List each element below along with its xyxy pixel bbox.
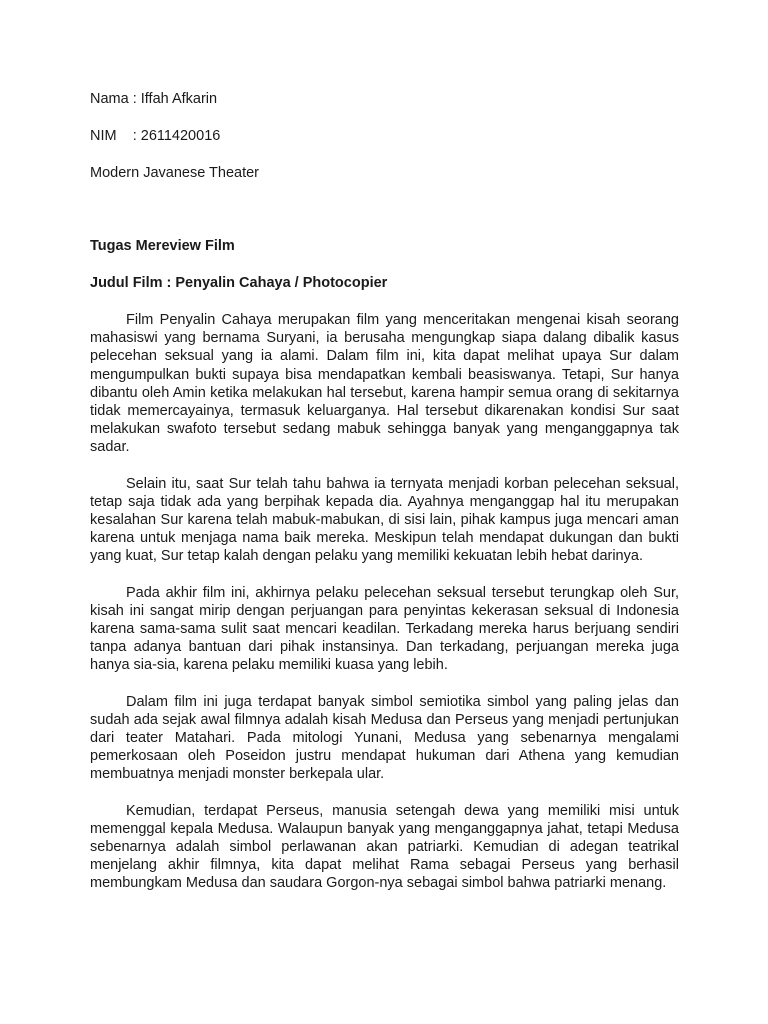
document-page [90, 90, 679, 911]
paragraph-2: Selain itu, saat Sur telah tahu bahwa ia ternyata menjadi korban pelecehan seksual, tetap saja tidak ada yang berpihak kepada dia. Ayahnya menganggap hal itu merupakan kesalahan Sur karena telah mabuk-mabukan, di sisi lain, pihak kampus juga mencari aman karena untuk menjaga nama baik mereka. Meskipun telah mendapat dukungan dan bukti yang kuat, Sur tetap kalah dengan pelaku yang memiliki kekuatan lebih hebat darinya. [90, 475, 679, 565]
paragraph-1: Film Penyalin Cahaya merupakan film yang menceritakan mengenai kisah seorang mahasiswi yang bernama Suryani, ia berusaha mengungkap siapa dalang dibalik kasus pelecehan seksual yang ia alami. Dalam film ini, kita dapat melihat upaya Sur dalam mengumpulkan bukti supaya bisa mendapatkan kembali beasiswanya. Tetapi, Sur hanya dibantu oleh Amin ketika melakukan hal tersebut, karena hampir semua orang di sekitarnya tidak memercayainya, termasuk keluarganya. Hal tersebut dikarenakan kondisi Sur saat melakukan swafoto tersebut sedang mabuk sehingga banyak yang menganggapnya tak sadar. [90, 312, 679, 456]
course-name: Modern Javanese Theater [90, 165, 260, 181]
student-nim: NIM : 2611420016 [90, 128, 221, 144]
paragraph-3: Pada akhir film ini, akhirnya pelaku pelecehan seksual tersebut terungkap oleh Sur, kisah ini sangat mirip dengan perjuangan para penyintas kekerasan seksual di Indonesia karena sama-sama sulit saat mencari keadilan. Terkadang mereka harus berjuang sendiri tanpa adanya bantuan dari pihak instansinya. Dan terkadang, perjuangan mereka juga hanya sia-sia, karena pelaku memiliki kuasa yang lebih. [90, 584, 679, 674]
film-title: Judul Film : Penyalin Cahaya / Photocopier [90, 275, 388, 291]
spacer [90, 201, 679, 237]
student-name: Nama : Iffah Afkarin [90, 91, 218, 107]
assignment-title: Tugas Mereview Film [90, 238, 235, 254]
paragraph-4: Dalam film ini juga terdapat banyak simbol semiotika simbol yang paling jelas dan sudah ada sejak awal filmnya adalah kisah Medusa dan Perseus yang menjadi pertunjukan dari teater Matahari. Pada mitologi Yunani, Medusa yang sebenarnya mengalami pemerkosaan oleh Poseidon justru mendapat hukuman dari Athena yang kemudian membuatnya menjadi monster berkepala ular. [90, 693, 679, 783]
paragraph-5: Kemudian, terdapat Perseus, manusia setengah dewa yang memiliki misi untuk memenggal kepala Medusa. Walaupun banyak yang menganggapnya jahat, tetapi Medusa sebenarnya adalah simbol perlawanan akan patriarki. Kemudian di adegan teatrikal menjelang akhir filmnya, kita dapat melihat Rama sebagai Perseus yang berhasil membungkam Medusa dan saudara Gorgon-nya sebagai simbol bahwa patriarki menang. [90, 802, 679, 892]
